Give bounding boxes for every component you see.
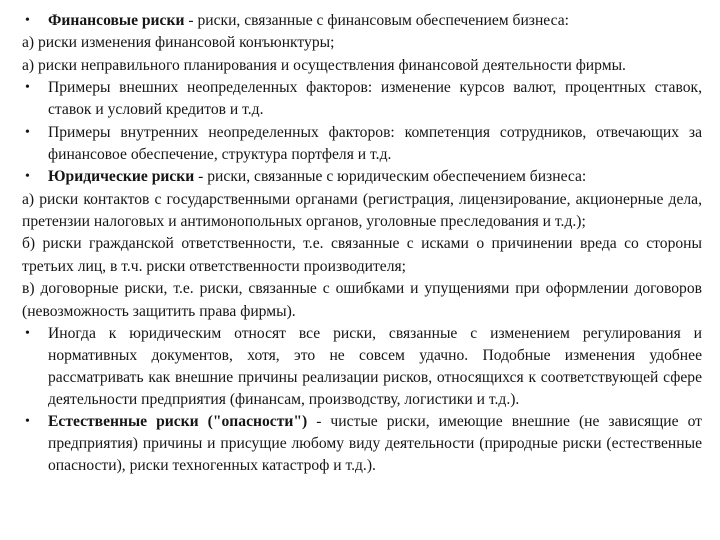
regulation-note-text: Иногда к юридическим относят все риски, связанные с изменением регулирования и нормативных документов, хотя, это не совсем удачно. Подобные изменения удобнее рассматривать как внешние причины реализации рисков, относящихся к соответствующей сфере деятельности предприятия (финансам, производству, логистики и т.д.). bbox=[48, 325, 702, 409]
natural-risks-definition: - чистые риски, имеющие внешние (не зависящие от предприятия) причины и присущие любому виду деятельности (природные риски (естественные опасности), риски техногенных катастроф и т.д.). bbox=[48, 413, 702, 475]
financial-risks-definition: - риски, связанные с финансовым обеспечением бизнеса: bbox=[184, 12, 569, 29]
legal-risk-c: в) договорные риски, т.е. риски, связанные с ошибками и упущениями при оформлении договоров (невозможность защитить права фирмы). bbox=[22, 280, 702, 320]
internal-factors-item bbox=[22, 122, 702, 166]
financial-risk-a1: а) риски изменения финансовой конъюнктуры; bbox=[22, 34, 335, 52]
bullet-marker: • bbox=[25, 169, 30, 185]
legal-risks-item bbox=[22, 166, 702, 188]
financial-risks-item bbox=[22, 10, 702, 32]
external-factors-item bbox=[22, 77, 702, 121]
bullet-marker: • bbox=[25, 13, 30, 28]
natural-risks-item bbox=[22, 411, 702, 477]
financial-risk-a2: а) риски неправильного планирования и осуществления финансовой деятельности фирмы. bbox=[22, 56, 626, 74]
bullet-marker: • bbox=[25, 326, 30, 342]
bullet-marker: • bbox=[25, 125, 30, 141]
natural-risks-term: Естественные риски ("опасности") bbox=[48, 413, 308, 431]
legal-risk-b: б) риски гражданской ответственности, т.е. связанные с исками о причинении вреда со стороны третьих лиц, в т.ч. риски ответственности производителя; bbox=[22, 235, 702, 275]
bullet-marker: • bbox=[25, 80, 30, 96]
legal-risks-term: Юридические риски bbox=[48, 168, 195, 186]
legal-risk-a: а) риски контактов с государственными органами (регистрация, лицензирование, акционерные дела, претензии налоговых и антимонопольных органов, уголовные преследования и т.д.); bbox=[22, 190, 702, 231]
regulation-note-item bbox=[22, 323, 702, 411]
financial-risks-term: Финансовые риски bbox=[48, 12, 185, 29]
bullet-marker: • bbox=[25, 414, 30, 430]
internal-factors-text: Примеры внутренних неопределенных факторов: компетенция сотрудников, отвечающих за финансовое обеспечение, структура портфеля и т.д. bbox=[48, 124, 702, 164]
external-factors-text: Примеры внешних неопределенных факторов: изменение курсов валют, процентных ставок, ставок и условий кредитов и т.д. bbox=[48, 79, 702, 119]
legal-risks-definition: - риски, связанные с юридическим обеспечением бизнеса: bbox=[194, 168, 587, 186]
